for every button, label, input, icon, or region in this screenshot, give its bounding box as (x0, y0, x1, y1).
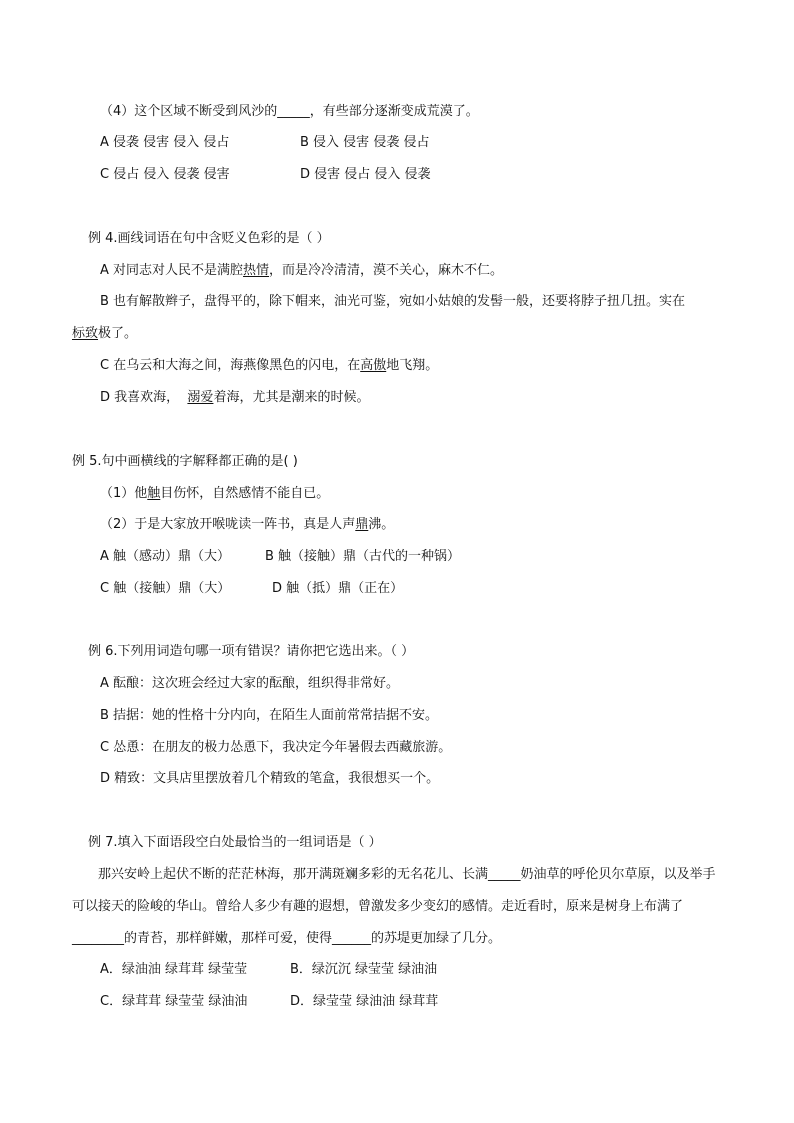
ex5-option-b: B 触（接触）鼎（古代的一种锅） (265, 549, 461, 564)
ex4-d-text: D 我喜欢海， (100, 390, 188, 405)
ex6-title: 例 6.下列用词造句哪一项有错误？请你把它选出来。（ ） (88, 644, 415, 659)
ex4-c-text: C 在乌云和大海之间，海燕像黑色的闪电，在 (100, 358, 361, 373)
ex7-option-c: C．绿茸茸 绿莹莹 绿油油 (100, 994, 248, 1009)
ex4-d-underlined: 溺爱 (187, 390, 214, 405)
q4-stem: （4）这个区域不断受到风沙的_____，有些部分逐渐变成荒漠了。 (100, 104, 479, 119)
ex5-sentence-2 (100, 516, 394, 534)
ex5-option-c: C 触（接触）鼎（大） (100, 581, 231, 596)
ex4-option-b-line1: B 也有解散辫子，盘得平的，除下帽来，油光可鉴，宛如小姑娘的发髻一般，还要将脖子扭几扭。实在 (100, 294, 686, 309)
ex4-d-text-end: 着海，尤其是潮来的时候。 (213, 390, 370, 405)
q4-option-d: D 侵害 侵占 侵入 侵袭 (300, 167, 431, 182)
ex4-c-text-end: 地飞翔。 (386, 358, 439, 373)
ex7-title: 例 7.填入下面语段空白处最恰当的一组词语是（ ） (88, 835, 382, 850)
ex4-title: 例 4.画线词语在句中含贬义色彩的是（ ） (88, 231, 330, 246)
ex7-option-d: D．绿莹莹 绿油油 绿茸茸 (290, 994, 439, 1009)
ex5-s1-text: （1）他 (100, 486, 148, 501)
ex4-a-underlined: 热情 (243, 263, 270, 278)
ex4-option-c (100, 357, 438, 375)
q4-option-a: A 侵袭 侵害 侵入 侵占 (100, 135, 230, 150)
ex4-b-underlined: 标致 (72, 326, 99, 341)
ex4-option-d (100, 389, 369, 407)
ex7-option-a: A．绿油油 绿茸茸 绿莹莹 (100, 962, 248, 977)
q4-option-b: B 侵入 侵害 侵袭 侵占 (300, 135, 430, 150)
ex6-option-c: C 怂恿：在朋友的极力怂恿下，我决定今年暑假去西藏旅游。 (100, 740, 452, 755)
ex4-option-b-line2 (72, 325, 137, 343)
ex6-option-a: A 酝酿：这次班会经过大家的酝酿，组织得非常好。 (100, 676, 400, 691)
ex7-passage: 那兴安岭上起伏不断的茫茫林海，那开满斑斓多彩的无名花儿、长满_____奶油草的呼伦贝尔草原，以及举手可以接天的险峻的华山。曾给人多少有趣的遐想，曾激发多少变幻的感情。走近看时，原来是树身上布满了________的青苔，那样鲜嫩，那样可爱，使得______的苏堤更加绿了几分。 (72, 867, 716, 946)
ex4-a-text: A 对同志对人民不是满腔 (100, 263, 244, 278)
ex5-s2-underlined: 鼎 (355, 517, 369, 532)
ex7-option-b: B．绿沉沉 绿莹莹 绿油油 (290, 962, 438, 977)
ex5-title: 例 5.句中画横线的字解释都正确的是( ) (72, 454, 298, 469)
ex5-s1-text-end: 目伤怀，自然感情不能自已。 (160, 486, 330, 501)
ex4-option-a (100, 262, 503, 280)
ex5-option-a: A 触（感动）鼎（大） (100, 549, 231, 564)
ex5-s2-text: （2）于是大家放开喉咙读一阵书，真是人声 (100, 517, 356, 532)
ex5-sentence-1 (100, 485, 329, 503)
ex6-option-d: D 精致：文具店里摆放着几个精致的笔盒，我很想买一个。 (100, 771, 440, 786)
ex4-b-text-end: 极了。 (98, 326, 138, 341)
ex5-option-d: D 触（抵）鼎（正在） (272, 581, 404, 596)
ex6-option-b: B 拮据：她的性格十分内向，在陌生人面前常常拮据不安。 (100, 708, 439, 723)
q4-option-c: C 侵占 侵入 侵袭 侵害 (100, 167, 230, 182)
ex4-c-underlined: 高傲 (360, 358, 387, 373)
ex4-a-text-end: ，而是冷冷清清，漠不关心，麻木不仁。 (269, 263, 504, 278)
ex5-s1-underlined: 触 (147, 486, 161, 501)
ex5-s2-text-end: 沸。 (368, 517, 395, 532)
